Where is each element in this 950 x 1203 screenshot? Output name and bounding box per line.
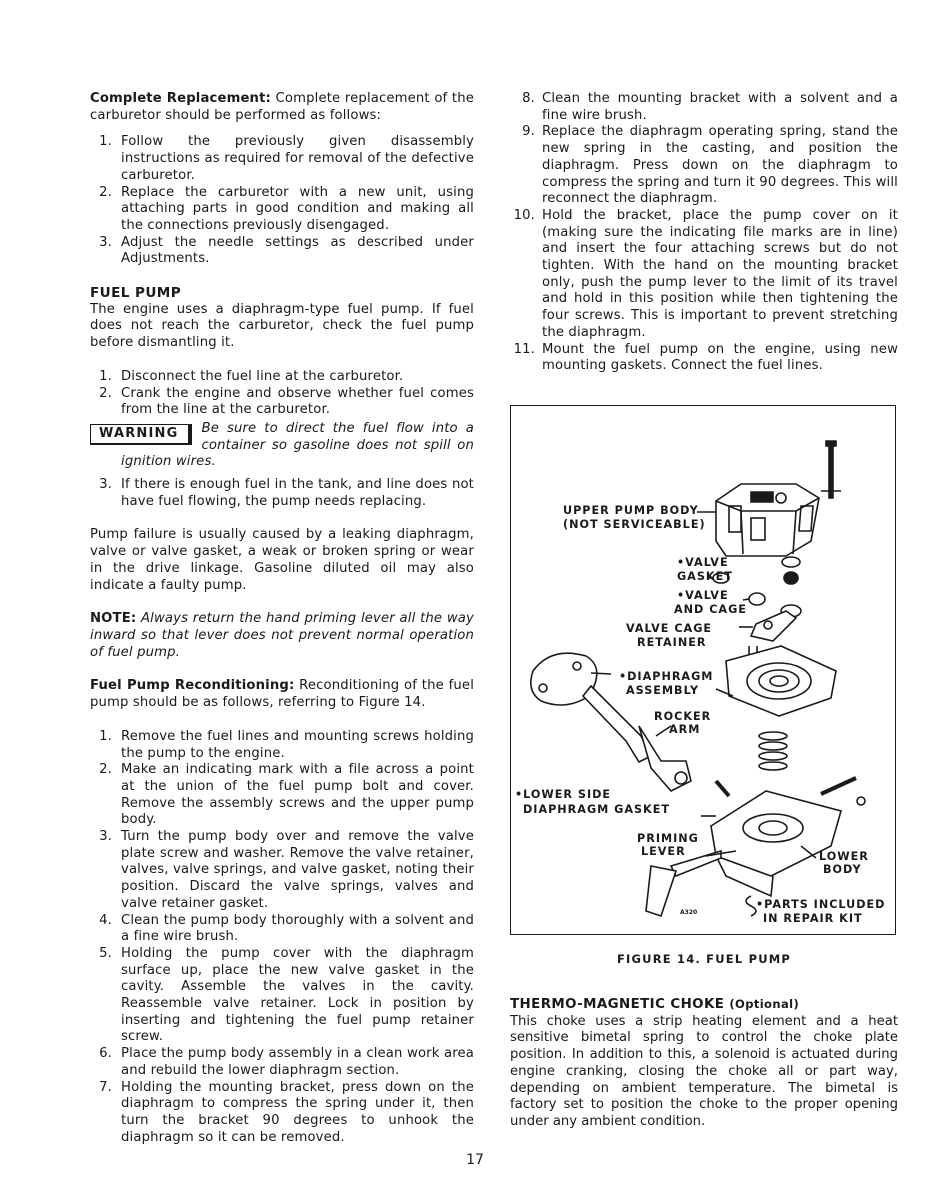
list-item-text: Make an indicating mark with a file across a point at the union of the fuel pump bolt and cover. Remove the assembly screws and the upper pump body.	[121, 762, 474, 828]
fuel-pump-heading: FUEL PUMP	[90, 285, 182, 302]
label-figure-code: A320	[680, 909, 698, 916]
list-item-number: 3.	[99, 829, 112, 845]
list-item-text: Disconnect the fuel line at the carburetor.	[121, 368, 404, 384]
thermo-heading-text: THERMO-MAGNETIC CHOKE	[510, 997, 725, 1012]
label-valve-gasket-1: •VALVE	[677, 556, 729, 569]
label-rocker-1: ROCKER	[654, 710, 712, 723]
list-item	[510, 342, 898, 375]
list-item	[90, 1046, 474, 1079]
list-item	[90, 185, 474, 235]
reconditioning-text: Reconditioning of the fuel pump should be as follows, referring to Figure 14.	[90, 678, 475, 711]
label-priming-2: LEVER	[641, 845, 686, 858]
label-valve-cage-retainer-1: VALVE CAGE	[626, 622, 713, 635]
fuel-check-steps	[90, 369, 474, 419]
list-item-text: Holding the mounting bracket, press down on the diaphragm to compress the spring under it, then turn the bracket 90 degrees to unhook the diaphragm so it can be removed.	[121, 1079, 474, 1145]
label-diaphragm-1: •DIAPHRAGM	[619, 670, 714, 683]
list-item-text: Turn the pump body over and remove the valve plate screw and washer. Remove the valve retainer, valves, valve springs, and valve gasket, noting their position. Discard the valve springs, valves and valve retainer gasket.	[121, 829, 474, 911]
label-valve-cage-2: AND CAGE	[674, 603, 747, 616]
warning-badge: WARNING	[90, 424, 192, 445]
list-item-number: 6.	[99, 1046, 112, 1062]
label-lower-body-2: BODY	[823, 863, 862, 876]
right-column	[510, 91, 898, 375]
label-valve-cage-1: •VALVE	[677, 589, 729, 602]
list-item-number: 7.	[99, 1079, 112, 1095]
label-diaphragm-2: ASSEMBLY	[626, 684, 700, 697]
list-item	[90, 134, 474, 184]
list-item-number: 5.	[99, 945, 112, 961]
figure-caption: FIGURE 14. FUEL PUMP	[616, 952, 792, 966]
thermo-heading	[510, 996, 898, 1014]
note-label: NOTE:	[90, 611, 137, 627]
label-lower-side-2: DIAPHRAGM GASKET	[523, 803, 670, 816]
list-item-number: 2.	[99, 184, 112, 200]
list-item-number: 1.	[99, 134, 112, 150]
list-item-text: Remove the fuel lines and mounting screws holding the pump to the engine.	[121, 728, 474, 761]
label-parts-included-1: •PARTS INCLUDED	[756, 898, 886, 911]
note-text: Always return the hand priming lever all the way inward so that lever does not prevent normal operation of fuel pump.	[90, 611, 474, 660]
fuel-check-step-3	[90, 477, 474, 510]
complete-replacement-steps	[90, 134, 474, 268]
list-item-text: Place the pump body assembly in a clean work area and rebuild the lower diaphragm section.	[121, 1046, 474, 1078]
list-item	[90, 946, 474, 1046]
failure-paragraph: Pump failure is usually caused by a leaking diaphragm, valve or valve gasket, a weak or broken spring or wear in the drive linkage. Gasoline diluted oil may also indicate a faulty pump.	[90, 527, 474, 593]
label-valve-gasket-2: GASKET	[677, 570, 733, 583]
list-item-text: Holding the pump cover with the diaphragm surface up, place the new valve gasket in the cavity. Assemble the valves in the cavity. Reassemble valve retainer. Lock in position by inserting and tightening the fuel pump retainer screw.	[121, 945, 474, 1045]
label-upper-pump-body: UPPER PUMP BODY	[563, 504, 699, 517]
list-item-text: Follow the previously given disassembly instructions as required for removal of the defective carburetor.	[121, 134, 474, 183]
list-item-text: Crank the engine and observe whether fuel comes from the line at the carburetor.	[121, 385, 474, 418]
list-item-number: 3.	[99, 234, 112, 250]
list-item-text: Replace the diaphragm operating spring, stand the new spring in the casting, and position the diaphragm. Press down on the diaphragm to compress the spring and turn it 90 degrees. This will reconnect the diaphragm.	[542, 124, 898, 207]
reconditioning-paragraph	[90, 678, 474, 711]
warning-block	[90, 421, 474, 471]
label-priming-1: PRIMING	[637, 832, 699, 845]
label-not-serviceable: (NOT SERVICEABLE)	[563, 518, 706, 531]
list-item	[510, 91, 898, 124]
list-item-number: 9.	[522, 124, 535, 140]
list-item-text: Replace the carburetor with a new unit, using attaching parts in good condition and making all the connections previously disengaged.	[121, 184, 474, 233]
list-item-text: Hold the bracket, place the pump cover on it (making sure the indicating file marks are in line) and insert the four attaching screws but do not tighten. With the hand on the mounting bracket only, push the pump lever to the limit of its travel and hold in this position while then tightening the four screws. This is important to prevent stretching the diaphragm.	[542, 207, 898, 340]
complete-replacement-text: Complete replacement of the carburetor should be performed as follows:	[90, 91, 474, 123]
list-item	[90, 829, 474, 913]
label-lower-body-1: LOWER	[819, 850, 869, 863]
page-number: 17	[466, 1152, 484, 1168]
list-item: 3. If there is enough fuel in the tank, and line does not have fuel flowing, the pump needs replacing.	[99, 477, 474, 509]
list-item	[90, 913, 474, 946]
list-item	[90, 729, 474, 762]
reconditioning-steps-continued	[510, 91, 898, 375]
label-lower-side-1: •LOWER SIDE	[515, 788, 612, 801]
fuel-pump-figure	[510, 405, 896, 935]
left-column	[90, 91, 474, 1146]
list-item	[90, 386, 474, 419]
list-item-number: 11.	[513, 341, 535, 357]
list-item-number: 8.	[522, 91, 535, 106]
list-item-number: 2.	[99, 762, 112, 778]
list-item	[90, 235, 474, 268]
list-item	[90, 762, 474, 829]
thermo-magnetic-choke-section	[510, 996, 898, 1131]
list-item-text: Clean the mounting bracket with a solvent and a fine wire brush.	[542, 91, 898, 123]
complete-replacement-heading: Complete Replacement:	[90, 91, 271, 106]
label-rocker-2: ARM	[669, 723, 701, 736]
upper-pump-body-drawing	[697, 441, 841, 556]
list-item	[90, 1080, 474, 1147]
reconditioning-heading: Fuel Pump Reconditioning:	[90, 678, 295, 694]
list-item-text: Mount the fuel pump on the engine, using new mounting gaskets. Connect the fuel lines.	[542, 341, 898, 374]
list-item-number: 1.	[99, 728, 112, 744]
list-item-number: 2.	[99, 385, 112, 401]
list-item-number: 1.	[99, 368, 112, 384]
list-item-text: Clean the pump body thoroughly with a solvent and a fine wire brush.	[121, 912, 474, 945]
list-item	[510, 208, 898, 342]
list-item	[510, 124, 898, 208]
list-item-number: 4.	[99, 912, 112, 928]
list-item-text: Adjust the needle settings as described under Adjustments.	[121, 234, 474, 267]
complete-replacement-paragraph	[90, 91, 474, 124]
list-item-number: 10.	[513, 207, 535, 223]
fuel-pump-intro: The engine uses a diaphragm-type fuel pump. If fuel does not reach the carburetor, check the fuel pump before dismantling it.	[90, 301, 474, 351]
thermo-text: This choke uses a strip heating element and a heat sensitive bimetal spring to control the choke plate position. In addition to this, a solenoid is actuated during engine cranking, closing the choke all or part way, depending on ambient temperature. The bimetal is factory set to position the choke to the proper opening under any ambient condition.	[510, 1013, 898, 1129]
warning-text: Be sure to direct the fuel flow into a container so gasoline does not spill on ignition wires.	[121, 420, 474, 470]
label-valve-cage-retainer-2: RETAINER	[637, 636, 707, 649]
label-parts-included-2: IN REPAIR KIT	[763, 912, 863, 925]
reconditioning-steps	[90, 729, 474, 1147]
thermo-optional-tag: (Optional)	[729, 997, 800, 1011]
note-paragraph	[90, 611, 474, 661]
list-item	[90, 369, 474, 386]
